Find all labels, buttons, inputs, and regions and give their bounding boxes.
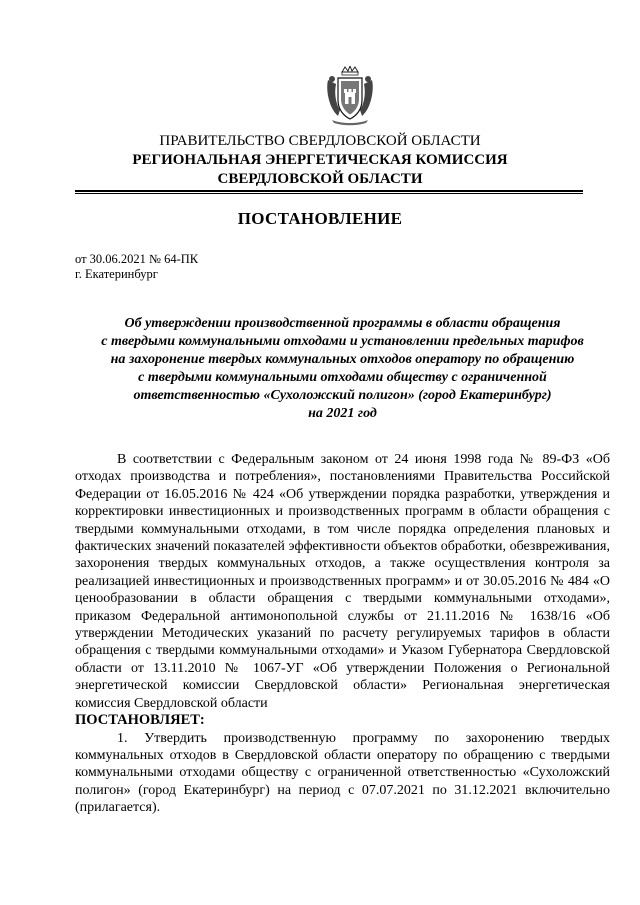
title-line: с твердыми коммунальными отходами и установлении предельных тарифов	[101, 334, 584, 349]
preamble-paragraph: В соответствии с Федеральным законом от 24 июня 1998 года № 89-ФЗ «Об отходах производства и потребления», постановлениями Правительства Российской Федерации от 16.05.2016 № 424 «Об утверждении порядка разработки, утверждения и корректировки инвестиционных и производственных программ в области обращения с твердыми коммунальными отходами, в том числе порядка определения плановых и фактических значений показателей эффективности объектов обработки, обезвреживания, захоронения твердых коммунальных отходов, а также осуществления контроля за реализацией инвестиционных и производственных программ» и от 30.05.2016 № 484 «О ценообразовании в области обращения с твердыми коммунальными отходами», приказом Федеральной антимонопольной службы от 21.11.2016 № 1638/16 «Об утверждении Методических указаний по расчету регулируемых тарифов в области обращения с твердыми коммунальными отходами» и Указом Губернатора Свердловской области от 13.11.2010 № 1067-УГ «Об утверждении Положения о Региональной энергетической комиссии Свердловской области» Региональная энергетическая комиссия Свердловской области	[75, 452, 610, 711]
document-body	[75, 451, 610, 817]
decree-item-1: 1. Утвердить производственную программу по захоронению твердых коммунальных отходов в Свердловской области оператору по обращению с твердыми коммунальными отходами обществу с ограниченной ответственностью «Сухоложский полигон» (город Екатеринбург) на период с 07.07.2021 по 31.12.2021 включительно (прилагается).	[75, 730, 610, 816]
title-line: на захоронение твердых коммунальных отходов оператору по обращению	[110, 352, 575, 367]
commission-region: СВЕРДЛОВСКОЙ ОБЛАСТИ	[217, 171, 423, 187]
title-line: с твердыми коммунальными отходами обществу с ограниченной	[138, 370, 547, 385]
document-date-number: от 30.06.2021 № 64-ПК	[75, 252, 199, 266]
title-line: ответственностью «Сухоложский полигон» (город Екатеринбург)	[133, 388, 552, 403]
government-name: ПРАВИТЕЛЬСТВО СВЕРДЛОВСКОЙ ОБЛАСТИ	[159, 133, 481, 149]
document-type: ПОСТАНОВЛЕНИЕ	[237, 209, 403, 228]
coat-of-arms-emblem	[324, 66, 376, 126]
header-divider-thin	[75, 193, 583, 194]
document-city: г. Екатеринбург	[75, 267, 158, 281]
decree-heading: ПОСТАНОВЛЯЕТ:	[75, 712, 205, 729]
title-line: на 2021 год	[308, 406, 377, 421]
header-divider	[75, 190, 583, 192]
commission-name: РЕГИОНАЛЬНАЯ ЭНЕРГЕТИЧЕСКАЯ КОМИССИЯ	[132, 152, 508, 168]
title-line: Об утверждении производственной программы в области обращения	[124, 316, 561, 331]
document-title	[75, 315, 610, 423]
